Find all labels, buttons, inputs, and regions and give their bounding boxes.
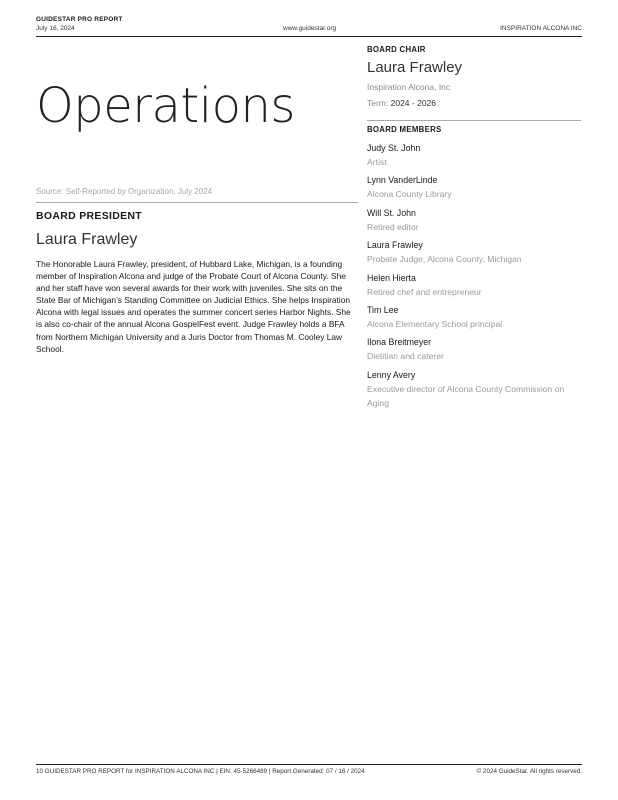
board-chair-heading: BOARD CHAIR [367,45,426,54]
list-item [367,238,581,270]
list-item [367,368,581,412]
board-members-heading: BOARD MEMBERS [367,125,442,134]
footer-copyright: © 2024 GuideStar. All rights reserved. [476,768,582,775]
board-president-bio: The Honorable Laura Frawley, president, of Hubbard Lake, Michigan, is a founding member of Inspiration Alcona and judge of the Probate Court of Alcona County. She and her staff have won several awards for their work with juveniles. She sits on the State Bar of Michigan’s Standing Committee on Judicial Ethics. She helps Inspiration Alcona with legal issues and operates the summer concert series Harbor Nights. She is also co-chair of the annual Alcona GospelFest event. Judge Frawley holds a BFA from Northern Michigan University and a Juris Doctor from Thomas M. Cooley Law School. [36,259,351,354]
footer-report-info: 10 GUIDESTAR PRO REPORT for INSPIRATION ALCONA INC | EIN: 45-5266489 | Report Generated: 07 / 16 / 2024 [36,768,365,775]
list-item [367,141,581,173]
site-link[interactable]: www.guidestar.org [283,25,337,32]
board-chair-org: Inspiration Alcona, Inc [367,82,451,92]
member-role: Retired chef and entrepreneur [367,286,482,297]
list-item [367,303,581,335]
member-role: Alcona Elementary School principal [367,318,503,329]
report-date: July 16, 2024 [36,25,75,32]
page-footer [36,764,582,779]
list-item [367,173,581,205]
divider [36,202,358,203]
board-members-list [367,141,581,412]
report-brand: GUIDESTAR PRO REPORT [36,16,123,23]
member-name: Laura Frawley [367,240,423,251]
member-name: Lynn VanderLinde [367,175,438,186]
member-name: Tim Lee [367,304,399,315]
page-title: Operations [36,78,295,134]
member-role: Executive director of Alcona County Commission on Aging [367,383,565,409]
source-note: Source: Self-Reported by Organization, July 2024 [36,187,213,196]
term-years: 2024 - 2026 [390,98,436,108]
list-item [367,271,581,303]
member-role: Artist [367,157,387,167]
member-name: Lenny Avery [367,369,416,380]
page-header [36,14,582,37]
member-role: Retired editor [367,221,419,232]
member-name: Judy St. John [367,143,421,153]
term-label: Term: [367,98,389,108]
org-name: INSPIRATION ALCONA INC [500,25,582,32]
member-name: Helen Hierta [367,272,416,283]
board-president-heading: BOARD PRESIDENT [36,210,143,222]
member-role: Probate Judge, Alcona County, Michigan [367,254,522,265]
member-name: Ilona Breitmeyer [367,337,432,348]
divider [367,120,581,121]
member-role: Dietitian and caterer [367,351,444,362]
list-item [367,335,581,367]
board-president-name: Laura Frawley [36,231,138,248]
list-item [367,206,581,238]
member-name: Will St. John [367,207,416,218]
board-chair-name: Laura Frawley [367,59,463,76]
member-role: Alcona County Library [367,189,452,200]
board-chair-term [367,98,436,108]
